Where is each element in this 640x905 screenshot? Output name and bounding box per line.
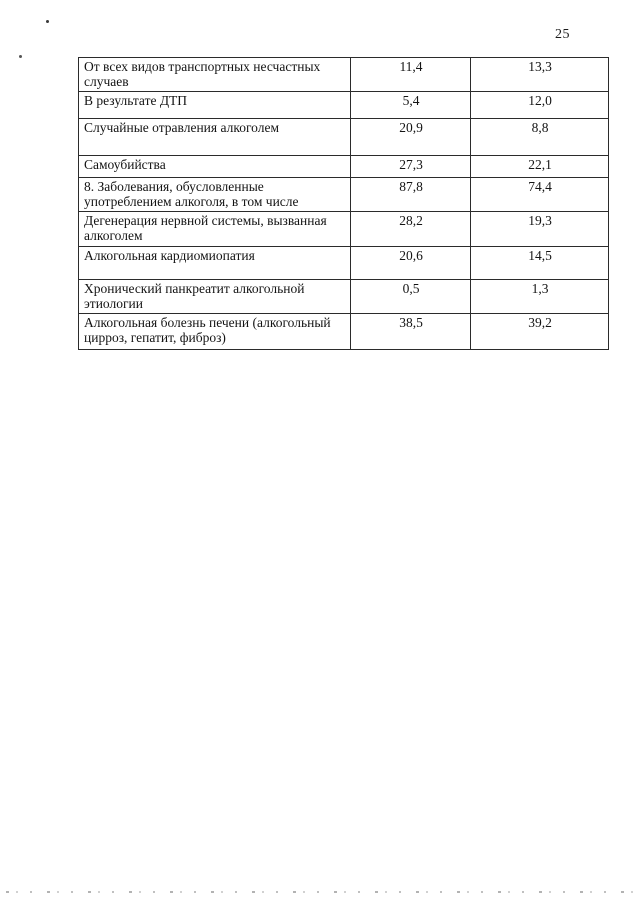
- row-label: В результате ДТП: [79, 92, 351, 119]
- row-value-1: 87,8: [351, 178, 471, 212]
- row-value-1: 27,3: [351, 156, 471, 178]
- statistics-table: [78, 57, 609, 350]
- table-row: [79, 314, 609, 350]
- table-row: [79, 178, 609, 212]
- page-number: 25: [555, 27, 570, 42]
- table-row: [79, 212, 609, 247]
- row-value-1: 28,2: [351, 212, 471, 247]
- row-value-1: 0,5: [351, 280, 471, 314]
- row-label: Самоубийства: [79, 156, 351, 178]
- table-row: [79, 280, 609, 314]
- row-value-2: 39,2: [471, 314, 609, 350]
- table-row: [79, 156, 609, 178]
- scan-speck: [46, 20, 49, 23]
- scan-speck: [19, 55, 22, 58]
- row-value-2: 22,1: [471, 156, 609, 178]
- row-value-1: 11,4: [351, 58, 471, 92]
- table-row: [79, 247, 609, 280]
- row-value-2: 14,5: [471, 247, 609, 280]
- row-value-2: 8,8: [471, 119, 609, 156]
- row-value-1: 20,9: [351, 119, 471, 156]
- row-value-1: 5,4: [351, 92, 471, 119]
- row-value-2: 19,3: [471, 212, 609, 247]
- table-row: [79, 119, 609, 156]
- row-value-1: 38,5: [351, 314, 471, 350]
- row-label: Случайные отравления алкоголем: [79, 119, 351, 156]
- row-value-2: 13,3: [471, 58, 609, 92]
- row-value-2: 1,3: [471, 280, 609, 314]
- row-label: Дегенерация нервной системы, вызванная алкоголем: [79, 212, 351, 247]
- row-value-1: 20,6: [351, 247, 471, 280]
- table-row: [79, 58, 609, 92]
- row-label: Алкогольная болезнь печени (алкогольный цирроз, гепатит, фиброз): [79, 314, 351, 350]
- scan-artifact-line: [6, 891, 634, 893]
- row-value-2: 74,4: [471, 178, 609, 212]
- table-row: [79, 92, 609, 119]
- row-label: От всех видов транспортных несчастных случаев: [79, 58, 351, 92]
- row-label: 8. Заболевания, обусловленные употреблением алкоголя, в том числе: [79, 178, 351, 212]
- row-value-2: 12,0: [471, 92, 609, 119]
- row-label: Хронический панкреатит алкогольной этиологии: [79, 280, 351, 314]
- row-label: Алкогольная кардиомиопатия: [79, 247, 351, 280]
